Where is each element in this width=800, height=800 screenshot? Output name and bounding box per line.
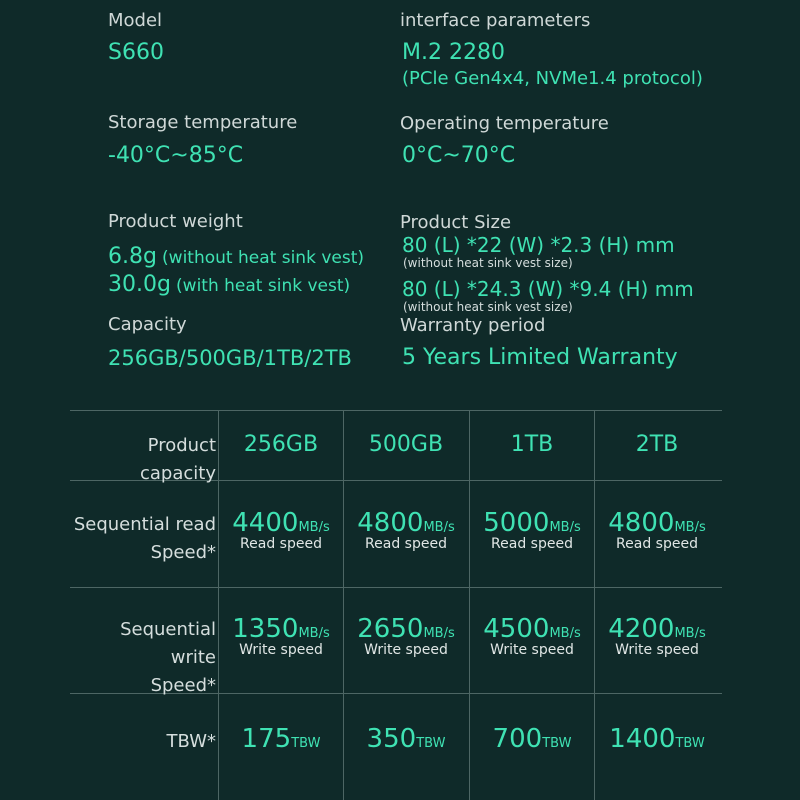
tbw-cell-500gb (343, 724, 469, 754)
read-row-label (70, 511, 216, 567)
read-cell-1tb (469, 508, 595, 552)
write-cell-1tb (469, 614, 595, 658)
tbw-cell-256gb (218, 724, 344, 754)
write-sub: Write speed (615, 642, 699, 658)
tbw-value: 700 (492, 724, 543, 754)
size-note-2: (without heat sink vest size) (403, 300, 573, 314)
weight-line-2 (108, 272, 350, 297)
tbw-value: 175 (241, 724, 292, 754)
read-cell-256gb (218, 508, 344, 552)
tbw-cell-2tb (594, 724, 720, 754)
tbw-unit: TBW (416, 736, 446, 751)
read-sub: Read speed (491, 536, 573, 552)
write-value: 1350 (232, 614, 299, 644)
table-line-top (70, 410, 722, 411)
tbw-row-label: TBW* (166, 731, 216, 752)
capacity-header-500gb: 500GB (368, 432, 444, 457)
write-row-label-line2: Speed* (150, 675, 216, 696)
tbw-unit: TBW (542, 736, 572, 751)
tbw-value: 1400 (609, 724, 676, 754)
write-row-label (70, 616, 216, 700)
tbw-cell-1tb (469, 724, 595, 754)
read-row-label-line1: Sequential read (73, 514, 216, 535)
size-note-1: (without heat sink vest size) (403, 256, 573, 270)
storage-temp-label: Storage temperature (108, 112, 298, 133)
read-unit: MB/s (674, 520, 706, 535)
read-value: 4800 (608, 508, 675, 538)
write-unit: MB/s (298, 626, 330, 641)
write-cell-256gb (218, 614, 344, 658)
weight-line-1 (108, 244, 364, 269)
model-value: S660 (108, 40, 164, 65)
write-cell-2tb (594, 614, 720, 658)
storage-temp-value: -40°C~85°C (108, 143, 244, 168)
read-cell-500gb (343, 508, 469, 552)
size-value-2: 80 (L) *24.3 (W) *9.4 (H) mm (402, 277, 694, 301)
read-value: 4800 (357, 508, 424, 538)
capacity-label: Capacity (108, 314, 187, 335)
tbw-unit: TBW (675, 736, 705, 751)
write-sub: Write speed (239, 642, 323, 658)
warranty-value: 5 Years Limited Warranty (402, 345, 678, 370)
write-sub: Write speed (364, 642, 448, 658)
read-sub: Read speed (616, 536, 698, 552)
warranty-label: Warranty period (400, 315, 546, 336)
capacity-header-1tb: 1TB (510, 432, 554, 457)
spec-table (70, 410, 722, 800)
read-cell-2tb (594, 508, 720, 552)
interface-value: M.2 2280 (402, 40, 505, 65)
read-unit: MB/s (423, 520, 455, 535)
read-sub: Read speed (365, 536, 447, 552)
write-value: 4200 (608, 614, 675, 644)
operating-temp-label: Operating temperature (400, 113, 609, 134)
write-row-label-line1: Sequential write (120, 619, 216, 668)
weight-note-1: (without heat sink vest) (162, 248, 364, 268)
capacity-header-2tb: 2TB (635, 432, 679, 457)
interface-label: interface parameters (400, 10, 591, 31)
weight-value-2: 30.0g (108, 272, 171, 297)
write-unit: MB/s (674, 626, 706, 641)
weight-value-1: 6.8g (108, 244, 157, 269)
size-label: Product Size (400, 212, 512, 233)
interface-detail: (PCle Gen4x4, NVMe1.4 protocol) (402, 68, 703, 89)
read-row-label-line2: Speed* (150, 542, 216, 563)
header-row-label: Product capacity (140, 435, 216, 484)
write-value: 4500 (483, 614, 550, 644)
write-unit: MB/s (549, 626, 581, 641)
capacity-header-256gb: 256GB (243, 432, 319, 457)
write-unit: MB/s (423, 626, 455, 641)
read-unit: MB/s (549, 520, 581, 535)
write-sub: Write speed (490, 642, 574, 658)
model-label: Model (108, 10, 163, 31)
tbw-unit: TBW (291, 736, 321, 751)
size-value-1: 80 (L) *22 (W) *2.3 (H) mm (402, 233, 675, 257)
operating-temp-value: 0°C~70°C (402, 143, 516, 168)
capacity-value: 256GB/500GB/1TB/2TB (108, 346, 352, 370)
read-value: 5000 (483, 508, 550, 538)
table-line-2 (70, 587, 722, 588)
write-value: 2650 (357, 614, 424, 644)
weight-note-2: (with heat sink vest) (176, 276, 351, 296)
read-value: 4400 (232, 508, 299, 538)
read-sub: Read speed (240, 536, 322, 552)
write-cell-500gb (343, 614, 469, 658)
read-unit: MB/s (298, 520, 330, 535)
weight-label: Product weight (108, 211, 243, 232)
tbw-value: 350 (366, 724, 417, 754)
